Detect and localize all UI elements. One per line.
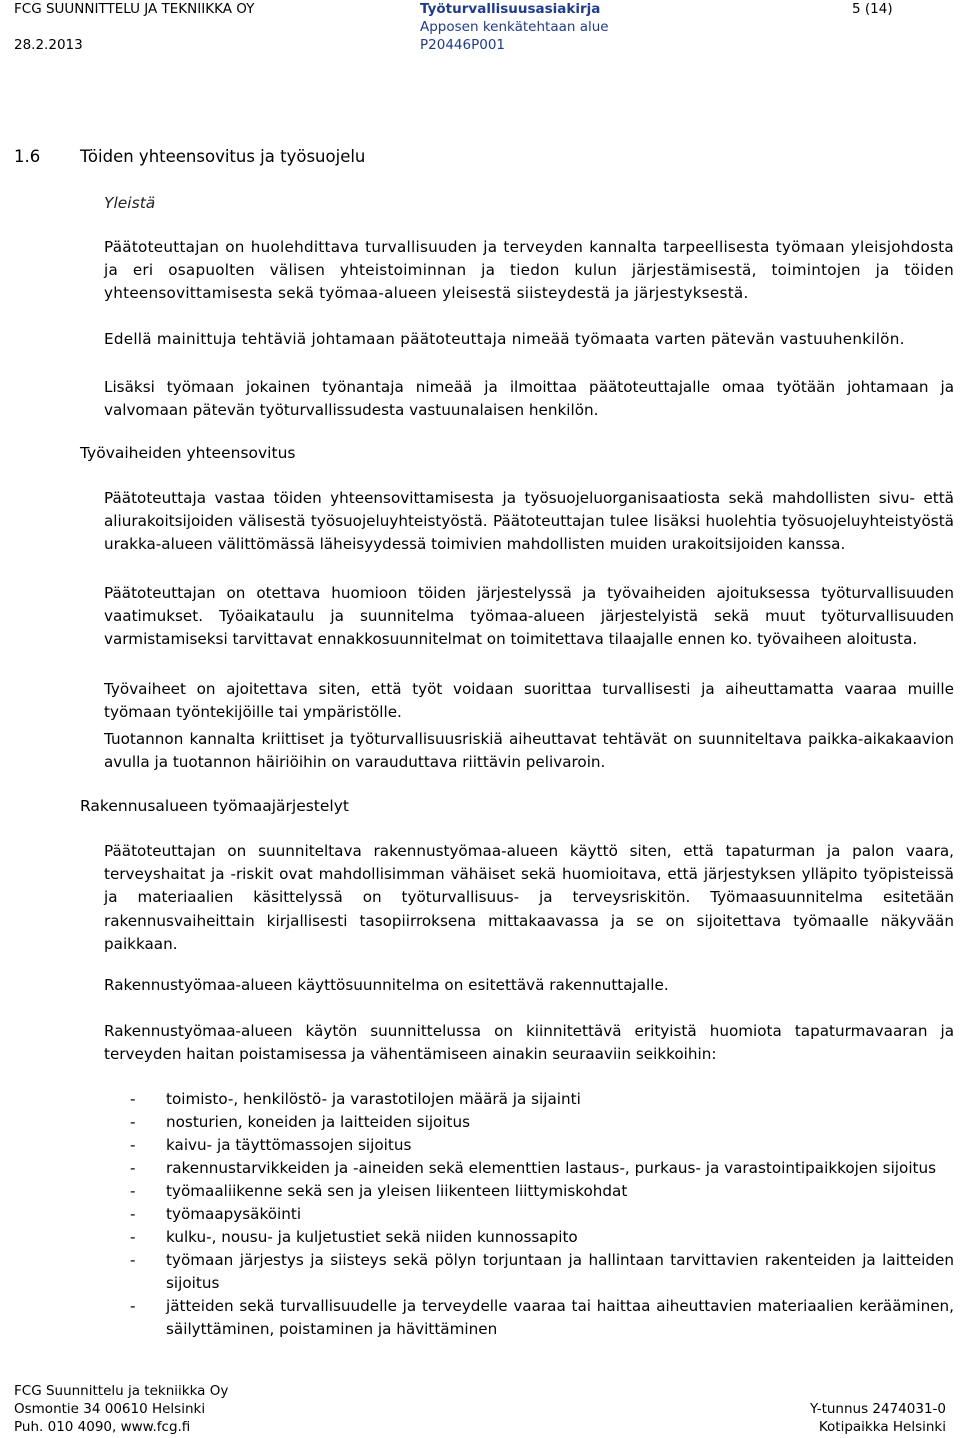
- paragraph: Edellä mainittuja tehtäviä johtamaan päätoteuttaja nimeää työmaata varten pätevän vastuuhenkilön.: [104, 330, 905, 348]
- list-item: - kaivu- ja täyttömassojen sijoitus: [130, 1136, 412, 1154]
- footer-domicile: Kotipaikka Helsinki: [818, 1419, 946, 1435]
- footer-contact: Puh. 010 4090, www.fcg.fi: [14, 1419, 191, 1435]
- footer-company: FCG Suunnittelu ja tekniikka Oy: [14, 1383, 229, 1399]
- list-item: - työmaan järjestys ja siisteys sekä pölyn torjuntaan ja hallintaan tarvittavien rakenteiden ja laitteiden sijoitus: [130, 1251, 954, 1292]
- list-item: - työmaapysäköinti: [130, 1205, 302, 1223]
- page-number: 5 (14): [852, 1, 893, 17]
- subheading-yleista: Yleistä: [104, 194, 156, 212]
- footer-address: Osmontie 34 00610 Helsinki: [14, 1401, 206, 1417]
- list-item: - rakennustarvikkeiden ja -aineiden sekä elementtien lastaus-, purkaus- ja varastointipaikkojen sijoitus: [130, 1159, 937, 1177]
- subheading-tyovaiheiden: Työvaiheiden yhteensovitus: [80, 444, 296, 462]
- section-heading: [14, 147, 365, 166]
- document-code: P20446P001: [420, 37, 505, 53]
- footer-ytunnus: Y-tunnus 2474031-0: [810, 1401, 946, 1417]
- paragraph: Rakennustyömaa-alueen käytön suunnittelussa on kiinnitettävä erityistä huomiota tapaturmavaaran ja terveyden haitan poistamisessa ja vähentämiseen ainakin seuraaviin seikkoihin:: [104, 1022, 954, 1064]
- paragraph: Päätoteuttajan on huolehdittava turvallisuuden ja terveyden kannalta tarpeellisesta työmaan yleisjohdosta ja eri osapuolten välisen yhteistoiminnan ja tiedon kulun järjestämisestä, toimintojen ja töiden yhteensovittamisesta sekä työmaa-alueen yleisestä siisteydestä ja järjestyksestä.: [104, 238, 954, 303]
- subheading-rakennusalueen: Rakennusalueen työmaajärjestelyt: [80, 797, 349, 815]
- list-item: - nosturien, koneiden ja laitteiden sijoitus: [130, 1113, 471, 1131]
- paragraph: Päätoteuttaja vastaa töiden yhteensovittamisesta ja työsuojeluorganisaatiosta sekä mahdollisten sivu- että aliurakoitsijoiden välisestä työsuojeluyhteistyöstä. Päätoteuttajan tulee lisäksi huolehtia työsuojeluyhteistyöstä urakka-alueen välittömässä läheisyydessä toimivien mahdollisten muiden urakoitsijoiden kanssa.: [104, 489, 954, 554]
- paragraph: Tuotannon kannalta kriittiset ja työturvallisuusriskiä aiheuttavat tehtävät on suunniteltava paikka-aikakaavion avulla ja tuotannon häiriöihin on varauduttava riittävin pelivaroin.: [104, 730, 954, 772]
- heading-number: 1.6: [14, 147, 41, 166]
- paragraph: Rakennustyömaa-alueen käyttösuunnitelma on esitettävä rakennuttajalle.: [104, 976, 669, 994]
- list-item: - kulku-, nousu- ja kuljetustiet sekä niiden kunnossapito: [130, 1228, 578, 1246]
- list-item: - työmaaliikenne sekä sen ja yleisen liikenteen liittymiskohdat: [130, 1182, 628, 1200]
- paragraph: Työvaiheet on ajoitettava siten, että työt voidaan suorittaa turvallisesti ja aiheuttamatta vaaraa muille työmaan työntekijöille tai ympäristölle.: [104, 680, 954, 722]
- document-date: 28.2.2013: [14, 37, 83, 53]
- paragraph: Päätoteuttajan on suunniteltava rakennustyömaa-alueen käyttö siten, että tapaturman ja palon vaara, terveyshaitat ja -riskit ovat mahdollisimman vähäiset sekä huomioitava, että järjestyksen ylläpito työpisteissä ja materiaalien käsittelyssä on työturvallisuus- ja terveysriskitön. Työmaasuunnitelma esitetään rakennusvaiheittain kirjallisesti tasopiirroksena mittakaavassa ja se on sijoitettava työmaalle näkyvään paikkaan.: [104, 842, 954, 953]
- list-item: - jätteiden sekä turvallisuudelle ja terveydelle vaaraa tai haittaa aiheuttavien materiaalien kerääminen, säilyttäminen, poistaminen ja hävittäminen: [130, 1297, 954, 1338]
- company-name: FCG SUUNNITTELU JA TEKNIIKKA OY: [14, 1, 255, 17]
- bullet-list: [104, 1088, 954, 1341]
- heading-title: Töiden yhteensovitus ja työsuojelu: [80, 147, 366, 166]
- paragraph: Lisäksi työmaan jokainen työnantaja nimeää ja ilmoittaa päätoteuttajalle omaa työtään johtamaan ja valvomaan pätevän työturvallissudesta vastuunalaisen henkilön.: [104, 378, 954, 420]
- list-item: - toimisto-, henkilöstö- ja varastotilojen määrä ja sijainti: [130, 1090, 581, 1108]
- document-subtitle: Apposen kenkätehtaan alue: [420, 19, 609, 35]
- paragraph: Päätoteuttajan on otettava huomioon töiden järjestelyssä ja työvaiheiden ajoituksessa työturvallisuuden vaatimukset. Työaikataulu ja suunnitelma työmaa-alueen järjestelyistä sekä muut työturvallisuuden varmistamiseksi tarvittavat ennakkosuunnitelmat on toimitettava tilaajalle ennen ko. työvaiheen aloitusta.: [104, 584, 954, 649]
- document-type: Työturvallisuusasiakirja: [420, 1, 601, 17]
